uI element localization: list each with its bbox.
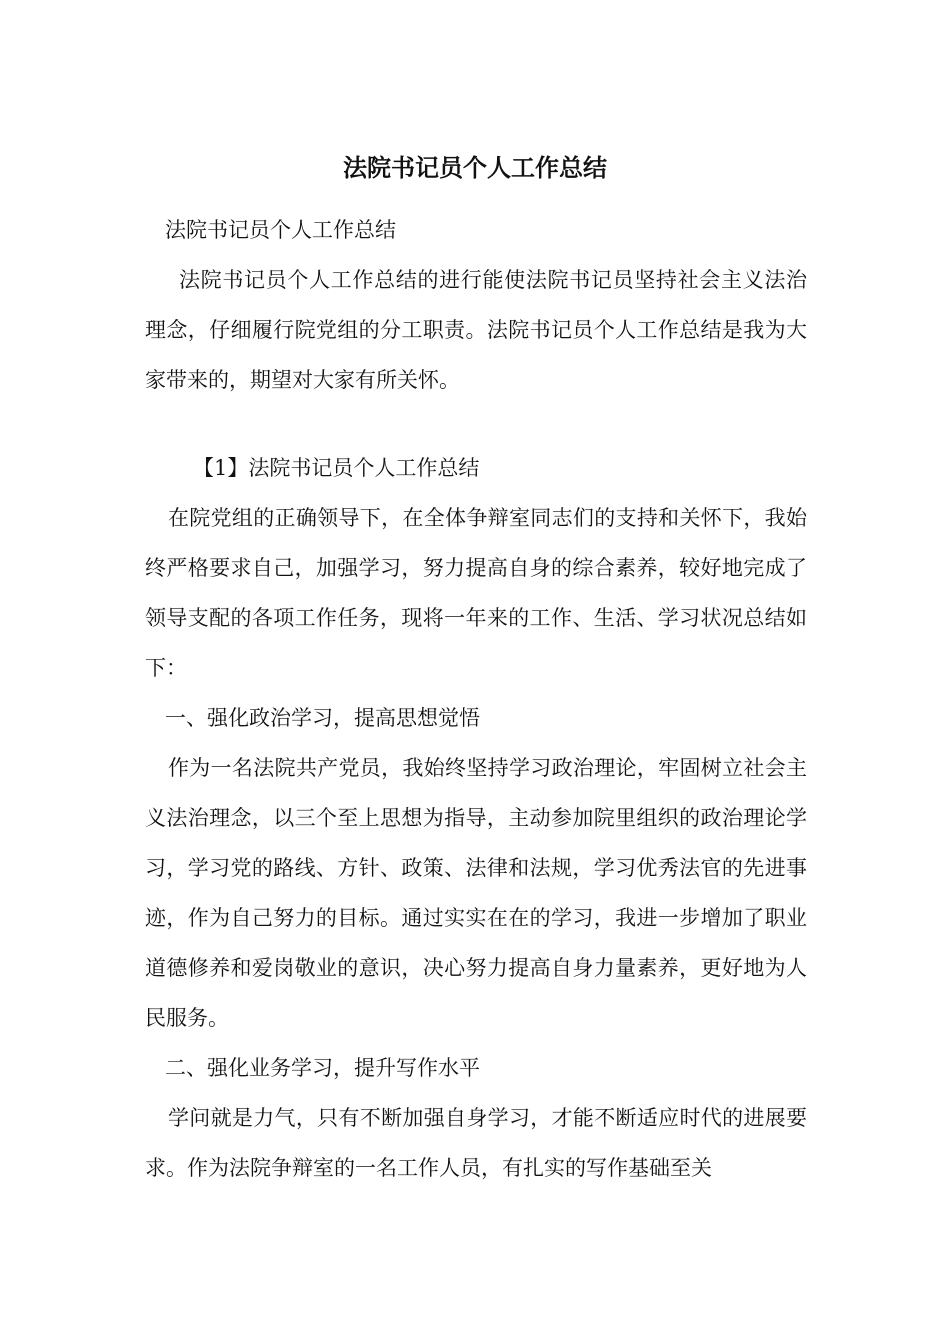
- body-paragraph-3: 学问就是力气，只有不断加强自身学习，才能不断适应时代的进展要求。作为法院争辩室的一名工作人员，有扎实的写作基础至关: [145, 1106, 807, 1180]
- body-paragraph-2: 作为一名法院共产党员，我始终坚持学习政治理论，牢固树立社会主义法治理念，以三个至上思想为指导，主动参加院里组织的政治理论学习，学习党的路线、方针、政策、法律和法规，学习优秀法官的先进事迹，作为自己努力的目标。通过实实在在的学习，我进一步增加了职业道德修养和爱岗敬业的意识，决心努力提高自身力量素养，更好地为人民服务。: [145, 756, 807, 1030]
- intro-paragraph: 法院书记员个人工作总结的进行能使法院书记员坚持社会主义法治理念，仔细履行院党组的分工职责。法院书记员个人工作总结是我为大家带来的，期望对大家有所关怀。: [145, 268, 807, 392]
- document-body: [145, 205, 807, 1193]
- document-title: 法院书记员个人工作总结: [343, 153, 607, 182]
- document-subtitle: 法院书记员个人工作总结: [165, 218, 396, 242]
- section-heading-1: 【1】法院书记员个人工作总结: [193, 456, 480, 480]
- paragraph-gap: [145, 405, 807, 443]
- heading-two: 二、强化业务学习，提升写作水平: [165, 1056, 480, 1080]
- heading-one: 一、强化政治学习，提高思想觉悟: [165, 706, 480, 730]
- body-paragraph-1: 在院党组的正确领导下，在全体争辩室同志们的支持和关怀下，我始终严格要求自己，加强学习，努力提高自身的综合素养，较好地完成了领导支配的各项工作任务，现将一年来的工作、生活、学习状况总结如下：: [145, 506, 807, 680]
